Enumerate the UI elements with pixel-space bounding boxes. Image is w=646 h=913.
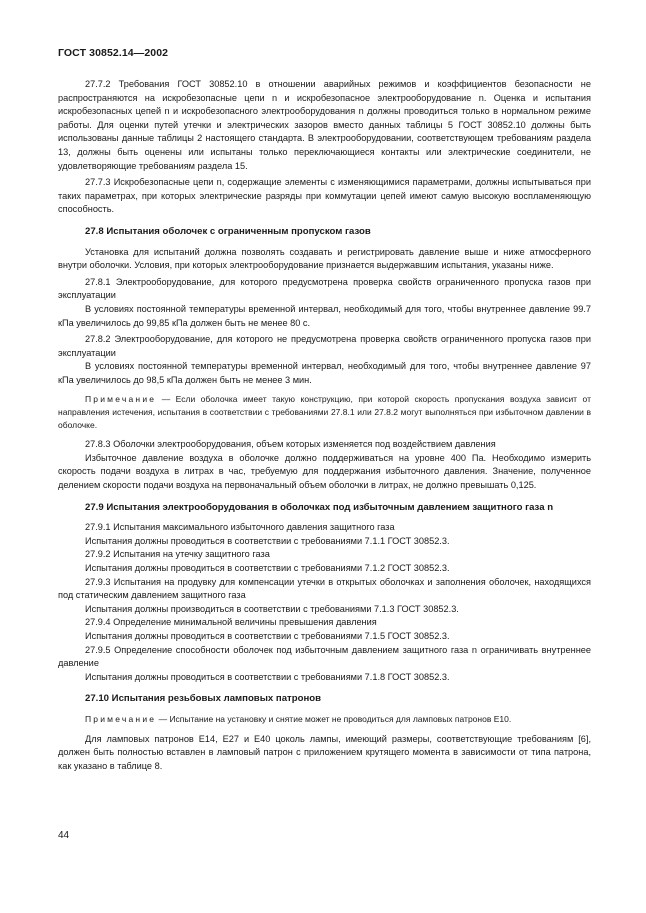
section-heading-27-8: 27.8 Испытания оболочек с ограниченным пропуском газов	[85, 225, 371, 237]
paragraph-27-7-3: 27.7.3 Искробезопасные цепи n, содержащие элементы с изменяющимися параметрами, должны испытываться при таких параметрах, при которых электрические разряды при коммутации цепей имеют самую высокую воспламеняющую способность.	[58, 177, 591, 215]
note-label: Примечание	[85, 394, 157, 405]
section-heading-27-9: 27.9 Испытания электрооборудования в оболочках под избыточным давлением защитного газа n	[85, 501, 554, 513]
paragraph-27-9-5-body: Испытания должны проводиться в соответствии с требованиями 7.1.8 ГОСТ 30852.3.	[85, 671, 450, 682]
document-body	[58, 78, 591, 776]
paragraph-27-9-2: 27.9.2 Испытания на утечку защитного газа	[85, 549, 270, 560]
section-heading-27-10: 27.10 Испытания резьбовых ламповых патронов	[85, 693, 321, 705]
paragraph-27-8-1: 27.8.1 Электрооборудование, для которого предусмотрена проверка свойств ограниченного пропуска газов при эксплуатации	[58, 276, 591, 301]
paragraph-27-8-2-body: В условиях постоянной температуры временной интервал, необходимый для того, чтобы внутреннее давление 97 кПа увеличилось до 98,5 кПа должен быть не менее 3 мин.	[58, 361, 591, 385]
page-number: 44	[58, 830, 70, 841]
note-27-10	[58, 713, 591, 726]
paragraph-27-10-body: Для ламповых патронов Е14, Е27 и Е40 цоколь лампы, имеющий размеры, соответствующие требованиям [6], должен быть полностью вставлен в ламповый патрон с приложением крутящего момента в зависимости от типа патрона, как указано в таблице 8.	[58, 733, 591, 771]
paragraph-27-8-3: 27.8.3 Оболочки электрооборудования, объем которых изменяется под воздействием давления	[85, 439, 496, 450]
paragraph-27-9-4-body: Испытания должны проводиться в соответствии с требованиями 7.1.5 ГОСТ 30852.3.	[85, 630, 450, 641]
note-text: — Испытание на установку и снятие может не проводиться для ламповых патронов Е10.	[158, 713, 512, 724]
paragraph-27-9-3-body: Испытания должны производиться в соответствии с требованиями 7.1.3 ГОСТ 30852.3.	[85, 603, 459, 614]
paragraph-27-9-2-body: Испытания должны проводиться в соответствии с требованиями 7.1.2 ГОСТ 30852.3.	[85, 563, 450, 573]
note-27-8	[58, 393, 591, 431]
paragraph-27-9-1-body: Испытания должны проводиться в соответствии с требованиями 7.1.1 ГОСТ 30852.3.	[85, 535, 450, 546]
paragraph-27-9-4: 27.9.4 Определение минимальной величины превышения давления	[85, 617, 377, 628]
paragraph-27-9-1: 27.9.1 Испытания максимального избыточного давления защитного газа	[85, 522, 395, 533]
document-header: ГОСТ 30852.14—2002	[58, 47, 169, 59]
paragraph-27-8-3-body: Избыточное давление воздуха в оболочке должно поддерживаться на уровне 400 Па. Необходимо измерить скорость подачи воздуха в литрах в час, требуемую для поддержания избыточного давления. Значение, полученное делением скорости подачи воздуха на первоначальный объем оболочки в литрах, не должно превышать 0,125.	[58, 452, 591, 491]
paragraph-27-7-2: 27.7.2 Требования ГОСТ 30852.10 в отношении аварийных режимов и коэффициентов безопасности не распространяются на искробезопасные цепи n и искробезопасное электрооборудование n. Оценка и испытания искробезопасных цепей n и искробезопасного электрооборудования n должны проводиться только в нормальном режиме работы. Для оценки путей утечки и электрических зазоров вместо данных таблицы 5 ГОСТ 30852.10 должны быть использованы данные таблицы 2 настоящего стандарта. В электрооборудовании, соответствующем требованиям раздела 13, должны быть оценены или испытаны только переключающиеся контакты или электрические соединители, не удовлетворяющие требованиям раздела 15.	[58, 79, 591, 171]
note-text: — Если оболочка имеет такую конструкцию, при которой скорость пропускания воздуха зависит от направления истечения, испытания в соответствии с требованиями 27.8.1 или 27.8.2 могут выполняться при избыточном давлении в оболочке.	[58, 394, 591, 430]
paragraph-27-9-5: 27.9.5 Определение способности оболочек под избыточным давлением защитного газа n ограничивать внутреннее давление	[58, 644, 591, 669]
paragraph-27-9-3: 27.9.3 Испытания на продувку для компенсации утечки в открытых оболочках и заполнения оболочек, находящихся под статическим давлением защитного газа	[58, 576, 591, 601]
note-label: Примечание	[85, 713, 157, 724]
paragraph-27-8-1-body: В условиях постоянной температуры временной интервал, необходимый для того, чтобы внутреннее давление 99.7 кПа увеличилось до 99,85 кПа должен быть не менее 80 с.	[58, 303, 591, 328]
paragraph-27-8-2: 27.8.2 Электрооборудование, для которого не предусмотрена проверка свойств ограниченного пропуска газов при эксплуатации	[58, 334, 591, 358]
paragraph-27-8-intro: Установка для испытаний должна позволять создавать и регистрировать давление выше и ниже атмосферного внутри оболочки. Условия, при которых электрооборудование признается выдержавшим испытания, указаны ниже.	[58, 246, 591, 271]
